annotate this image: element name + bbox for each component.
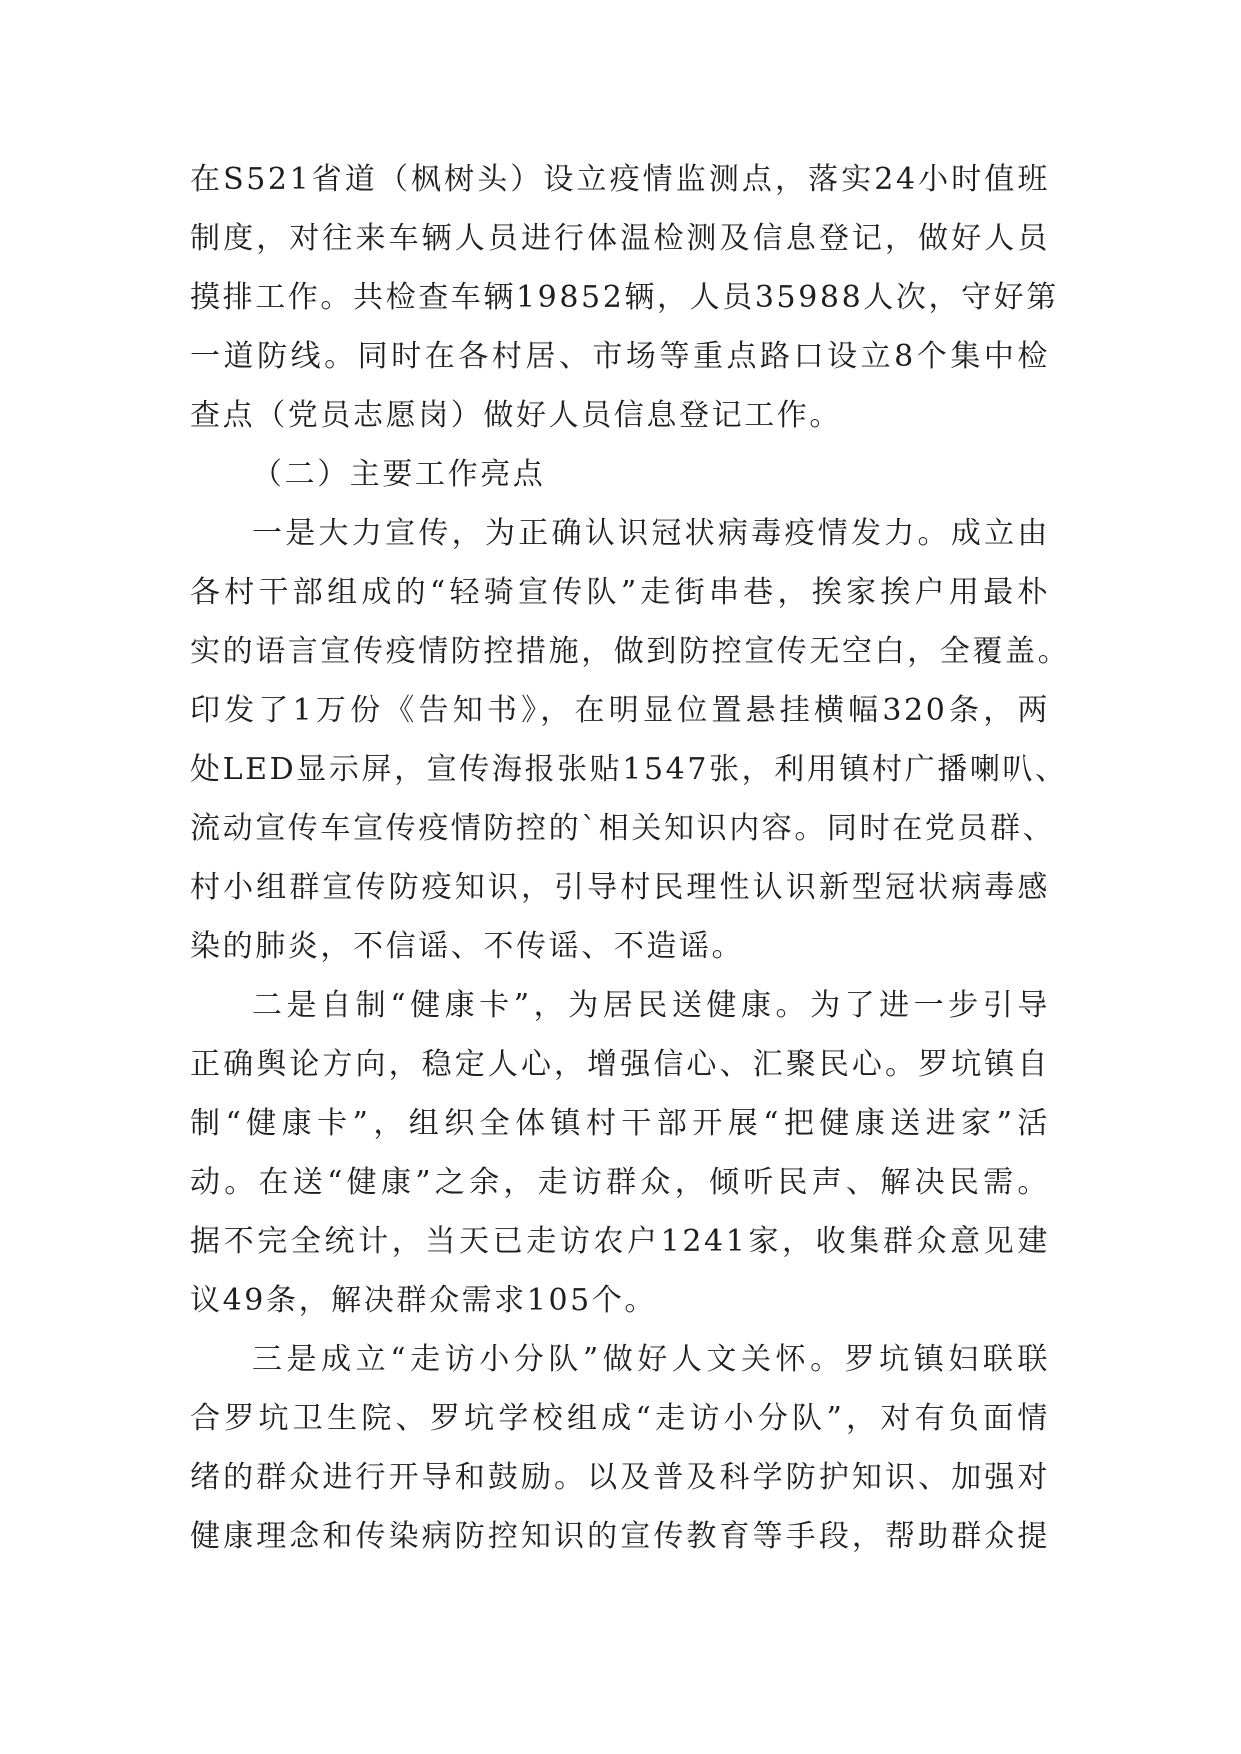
paragraph-line: 各村干部组成的“轻骑宣传队”走街串巷，挨家挨户用最朴: [190, 575, 1050, 610]
paragraph-line: 摸排工作。共检查车辆19852辆，人员35988人次，守好第: [190, 280, 1059, 315]
paragraph-line: 染的肺炎，不信谣、不传谣、不造谣。: [190, 929, 745, 964]
paragraph-line: 绪的群众进行开导和鼓励。以及普及科学防护知识、加强对: [190, 1460, 1050, 1495]
paragraph-line: 合罗坑卫生院、罗坑学校组成“走访小分队”，对有负面情: [190, 1401, 1050, 1436]
paragraph-line: 二是自制“健康卡”，为居民送健康。为了进一步引导: [252, 988, 1050, 1023]
paragraph-line: 印发了1万份《告知书》，在明显位置悬挂横幅320条，两: [190, 693, 1050, 728]
paragraph-line: 制度，对往来车辆人员进行体温检测及信息登记，做好人员: [190, 221, 1050, 256]
paragraph-line: 健康理念和传染病防控知识的宣传教育等手段，帮助群众提: [190, 1519, 1050, 1554]
paragraph-line: 一道防线。同时在各村居、市场等重点路口设立8个集中检: [190, 339, 1050, 374]
paragraph-line: 实的语言宣传疫情防控措施，做到防控宣传无空白，全覆盖。: [190, 634, 1071, 669]
paragraph-line: 村小组群宣传防疫知识，引导村民理性认识新型冠状病毒感: [190, 870, 1050, 905]
paragraph-line: 制“健康卡”，组织全体镇村干部开展“把健康送进家”活: [190, 1106, 1050, 1141]
paragraph-line: 议49条，解决群众需求105个。: [190, 1283, 658, 1318]
paragraph-line: 动。在送“健康”之余，走访群众，倾听民声、解决民需。: [190, 1165, 1050, 1200]
paragraph-line: 查点（党员志愿岗）做好人员信息登记工作。: [190, 398, 842, 433]
paragraph-line: 处LED显示屏，宣传海报张贴1547张，利用镇村广播喇叭、: [190, 752, 1068, 787]
paragraph-line: 据不完全统计，当天已走访农户1241家，收集群众意见建: [190, 1224, 1050, 1259]
section-heading: （二）主要工作亮点: [252, 457, 546, 492]
paragraph-line: 在S521省道（枫树头）设立疫情监测点，落实24小时值班: [190, 162, 1050, 197]
paragraph-line: 三是成立“走访小分队”做好人文关怀。罗坑镇妇联联: [252, 1342, 1050, 1377]
paragraph-line: 正确舆论方向，稳定人心，增强信心、汇聚民心。罗坑镇自: [190, 1047, 1050, 1082]
paragraph-line: 一是大力宣传，为正确认识冠状病毒疫情发力。成立由: [252, 516, 1050, 551]
paragraph-line: 流动宣传车宣传疫情防控的`相关知识内容。同时在党员群、: [190, 811, 1056, 846]
